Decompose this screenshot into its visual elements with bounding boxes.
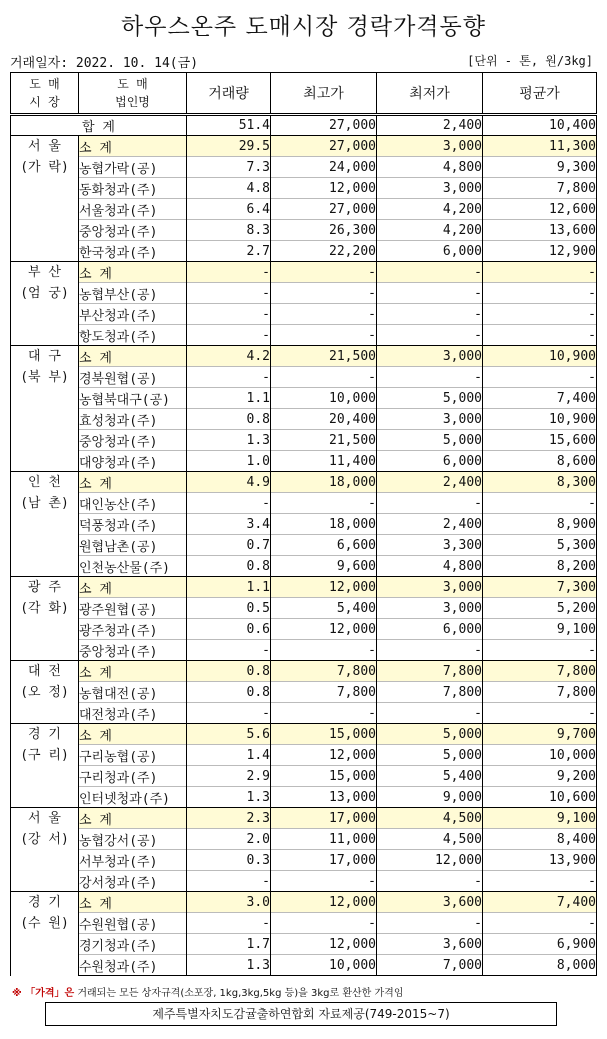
volume-cell: - xyxy=(187,640,271,661)
subtotal-row xyxy=(11,346,597,367)
max-price-cell: 12,000 xyxy=(271,745,377,766)
header-market xyxy=(11,73,79,115)
market-location: (가 락) xyxy=(20,160,69,175)
volume-cell: 2.0 xyxy=(187,829,271,850)
max-price-cell: - xyxy=(271,283,377,304)
table-row xyxy=(11,493,597,514)
table-row xyxy=(11,283,597,304)
avg-price-cell: 8,200 xyxy=(483,556,597,577)
corp-name: 중앙청과(주) xyxy=(79,640,187,661)
min-price-cell: 3,000 xyxy=(377,598,483,619)
price-table xyxy=(10,72,597,976)
avg-price-cell: 10,900 xyxy=(483,409,597,430)
corp-name: 서부청과(주) xyxy=(79,850,187,871)
min-price-cell: 5,000 xyxy=(377,388,483,409)
subtotal-row xyxy=(11,661,597,682)
max-price-cell: 10,000 xyxy=(271,388,377,409)
subtotal-row xyxy=(11,136,597,157)
market-location: (강 서) xyxy=(20,832,69,847)
corp-name: 동화청과(주) xyxy=(79,178,187,199)
avg-price-cell: 9,100 xyxy=(483,619,597,640)
corp-name: 광주청과(주) xyxy=(79,619,187,640)
total-max: 27,000 xyxy=(271,115,377,136)
avg-price-cell: 15,600 xyxy=(483,430,597,451)
header-corp-line1: 도 매 xyxy=(117,77,148,91)
max-price-cell: 15,000 xyxy=(271,724,377,745)
max-price-cell: 11,400 xyxy=(271,451,377,472)
min-price-cell: 5,000 xyxy=(377,724,483,745)
corp-name: 강서청과(주) xyxy=(79,871,187,892)
volume-cell: 7.3 xyxy=(187,157,271,178)
min-price-cell: 12,000 xyxy=(377,850,483,871)
max-price-cell: 7,800 xyxy=(271,661,377,682)
avg-price-cell: 7,300 xyxy=(483,577,597,598)
avg-price-cell: 13,600 xyxy=(483,220,597,241)
corp-name: 소 계 xyxy=(79,346,187,367)
table-row xyxy=(11,703,597,724)
avg-price-cell: 7,800 xyxy=(483,178,597,199)
corp-name: 소 계 xyxy=(79,892,187,913)
market-location: (오 정) xyxy=(20,685,69,700)
avg-price-cell: - xyxy=(483,367,597,388)
volume-cell: - xyxy=(187,325,271,346)
avg-price-cell: 10,000 xyxy=(483,745,597,766)
corp-name: 경북원협(공) xyxy=(79,367,187,388)
market-cell xyxy=(11,346,79,472)
table-row xyxy=(11,766,597,787)
max-price-cell: 15,000 xyxy=(271,766,377,787)
volume-cell: 2.3 xyxy=(187,808,271,829)
avg-price-cell: - xyxy=(483,703,597,724)
min-price-cell: - xyxy=(377,283,483,304)
max-price-cell: 7,800 xyxy=(271,682,377,703)
min-price-cell: 7,000 xyxy=(377,955,483,976)
corp-name: 인터넷청과(주) xyxy=(79,787,187,808)
market-name: 서 울 xyxy=(28,139,61,154)
corp-name: 중앙청과(주) xyxy=(79,220,187,241)
table-row xyxy=(11,745,597,766)
volume-cell: 1.3 xyxy=(187,955,271,976)
table-row xyxy=(11,640,597,661)
market-cell xyxy=(11,472,79,577)
min-price-cell: 4,200 xyxy=(377,199,483,220)
volume-cell: 1.3 xyxy=(187,787,271,808)
corp-name: 서울청과(주) xyxy=(79,199,187,220)
header-min: 최저가 xyxy=(377,73,483,115)
avg-price-cell: - xyxy=(483,913,597,934)
corp-name: 소 계 xyxy=(79,136,187,157)
volume-cell: 0.7 xyxy=(187,535,271,556)
max-price-cell: - xyxy=(271,367,377,388)
total-label: 합 계 xyxy=(11,115,187,136)
corp-name: 대양청과(주) xyxy=(79,451,187,472)
avg-price-cell: - xyxy=(483,304,597,325)
market-location: (북 부) xyxy=(20,370,69,385)
corp-name: 소 계 xyxy=(79,472,187,493)
volume-cell: 1.1 xyxy=(187,577,271,598)
corp-name: 농협강서(공) xyxy=(79,829,187,850)
corp-name: 대인농산(주) xyxy=(79,493,187,514)
min-price-cell: 9,000 xyxy=(377,787,483,808)
corp-name: 소 계 xyxy=(79,724,187,745)
min-price-cell: 3,600 xyxy=(377,934,483,955)
corp-name: 소 계 xyxy=(79,577,187,598)
total-volume: 51.4 xyxy=(187,115,271,136)
table-row xyxy=(11,871,597,892)
avg-price-cell: 8,400 xyxy=(483,829,597,850)
max-price-cell: 17,000 xyxy=(271,850,377,871)
header-avg: 평균가 xyxy=(483,73,597,115)
avg-price-cell: 7,800 xyxy=(483,682,597,703)
min-price-cell: - xyxy=(377,703,483,724)
max-price-cell: 26,300 xyxy=(271,220,377,241)
corp-name: 소 계 xyxy=(79,808,187,829)
volume-cell: 4.8 xyxy=(187,178,271,199)
volume-cell: 0.5 xyxy=(187,598,271,619)
volume-cell: - xyxy=(187,493,271,514)
corp-name: 수원청과(주) xyxy=(79,955,187,976)
market-name: 경 기 xyxy=(28,895,61,910)
volume-cell: 3.4 xyxy=(187,514,271,535)
corp-name: 원협남촌(공) xyxy=(79,535,187,556)
table-row xyxy=(11,829,597,850)
max-price-cell: - xyxy=(271,262,377,283)
total-row xyxy=(11,115,597,136)
avg-price-cell: 7,400 xyxy=(483,892,597,913)
min-price-cell: - xyxy=(377,262,483,283)
max-price-cell: - xyxy=(271,640,377,661)
table-row xyxy=(11,241,597,262)
max-price-cell: 11,000 xyxy=(271,829,377,850)
subtotal-row xyxy=(11,892,597,913)
min-price-cell: 3,000 xyxy=(377,346,483,367)
header-volume: 거래량 xyxy=(187,73,271,115)
min-price-cell: 4,800 xyxy=(377,157,483,178)
corp-name: 구리농협(공) xyxy=(79,745,187,766)
max-price-cell: 12,000 xyxy=(271,934,377,955)
note-mark: ※ 「가격」은 xyxy=(12,988,75,999)
avg-price-cell: 13,900 xyxy=(483,850,597,871)
avg-price-cell: 7,400 xyxy=(483,388,597,409)
header-market-line2: 시 장 xyxy=(29,95,60,109)
corp-name: 농협부산(공) xyxy=(79,283,187,304)
market-cell xyxy=(11,661,79,724)
max-price-cell: - xyxy=(271,703,377,724)
max-price-cell: 12,000 xyxy=(271,178,377,199)
corp-name: 항도청과(주) xyxy=(79,325,187,346)
min-price-cell: 2,400 xyxy=(377,472,483,493)
header-max: 최고가 xyxy=(271,73,377,115)
max-price-cell: 12,000 xyxy=(271,577,377,598)
volume-cell: 0.3 xyxy=(187,850,271,871)
max-price-cell: 18,000 xyxy=(271,514,377,535)
table-row xyxy=(11,220,597,241)
avg-price-cell: 5,200 xyxy=(483,598,597,619)
max-price-cell: 24,000 xyxy=(271,157,377,178)
min-price-cell: 3,000 xyxy=(377,136,483,157)
avg-price-cell: - xyxy=(483,325,597,346)
table-row xyxy=(11,199,597,220)
volume-cell: 29.5 xyxy=(187,136,271,157)
avg-price-cell: 8,600 xyxy=(483,451,597,472)
min-price-cell: - xyxy=(377,640,483,661)
volume-cell: 0.6 xyxy=(187,619,271,640)
min-price-cell: 4,500 xyxy=(377,829,483,850)
table-row xyxy=(11,535,597,556)
market-location: (각 화) xyxy=(20,601,69,616)
market-name: 대 구 xyxy=(28,349,61,364)
min-price-cell: 3,000 xyxy=(377,409,483,430)
table-row xyxy=(11,325,597,346)
max-price-cell: - xyxy=(271,325,377,346)
volume-cell: - xyxy=(187,304,271,325)
corp-name: 농협대전(공) xyxy=(79,682,187,703)
market-name: 인 천 xyxy=(28,475,61,490)
corp-name: 농협가락(공) xyxy=(79,157,187,178)
max-price-cell: 9,600 xyxy=(271,556,377,577)
corp-name: 효성청과(주) xyxy=(79,409,187,430)
corp-name: 수원원협(공) xyxy=(79,913,187,934)
avg-price-cell: 8,300 xyxy=(483,472,597,493)
avg-price-cell: - xyxy=(483,493,597,514)
volume-cell: 5.6 xyxy=(187,724,271,745)
volume-cell: 2.9 xyxy=(187,766,271,787)
note-text: 거래되는 모든 상자규격(소포장, 1kg,3kg,5kg 등)을 3kg로 환산한 가격임 xyxy=(74,988,404,999)
subtotal-row xyxy=(11,472,597,493)
min-price-cell: 2,400 xyxy=(377,514,483,535)
market-name: 부 산 xyxy=(28,265,61,280)
total-avg: 10,400 xyxy=(483,115,597,136)
market-location: (구 리) xyxy=(20,748,69,763)
corp-name: 소 계 xyxy=(79,661,187,682)
avg-price-cell: 9,100 xyxy=(483,808,597,829)
avg-price-cell: 10,900 xyxy=(483,346,597,367)
min-price-cell: 3,300 xyxy=(377,535,483,556)
table-row xyxy=(11,850,597,871)
avg-price-cell: - xyxy=(483,262,597,283)
table-row xyxy=(11,619,597,640)
avg-price-cell: - xyxy=(483,640,597,661)
min-price-cell: - xyxy=(377,304,483,325)
corp-name: 부산청과(주) xyxy=(79,304,187,325)
volume-cell: 1.4 xyxy=(187,745,271,766)
volume-cell: 3.0 xyxy=(187,892,271,913)
max-price-cell: - xyxy=(271,871,377,892)
market-name: 대 전 xyxy=(28,664,61,679)
table-row xyxy=(11,157,597,178)
table-row xyxy=(11,598,597,619)
max-price-cell: - xyxy=(271,913,377,934)
volume-cell: 1.7 xyxy=(187,934,271,955)
header-corp-line2: 법인명 xyxy=(115,95,150,109)
min-price-cell: 5,000 xyxy=(377,430,483,451)
min-price-cell: 5,400 xyxy=(377,766,483,787)
volume-cell: - xyxy=(187,262,271,283)
max-price-cell: 27,000 xyxy=(271,136,377,157)
table-row xyxy=(11,304,597,325)
volume-cell: - xyxy=(187,703,271,724)
max-price-cell: 18,000 xyxy=(271,472,377,493)
table-row xyxy=(11,787,597,808)
page-title: 하우스온주 도매시장 경락가격동향 xyxy=(121,14,486,40)
corp-name: 중앙청과(주) xyxy=(79,430,187,451)
market-location: (수 원) xyxy=(20,916,69,931)
max-price-cell: 6,600 xyxy=(271,535,377,556)
max-price-cell: 12,000 xyxy=(271,619,377,640)
table-row xyxy=(11,409,597,430)
max-price-cell: 27,000 xyxy=(271,199,377,220)
avg-price-cell: 10,600 xyxy=(483,787,597,808)
corp-name: 한국청과(주) xyxy=(79,241,187,262)
market-cell xyxy=(11,577,79,661)
volume-cell: 0.8 xyxy=(187,556,271,577)
market-location: (남 촌) xyxy=(20,496,69,511)
max-price-cell: 10,000 xyxy=(271,955,377,976)
avg-price-cell: 9,700 xyxy=(483,724,597,745)
min-price-cell: - xyxy=(377,493,483,514)
market-cell xyxy=(11,136,79,262)
table-row xyxy=(11,556,597,577)
min-price-cell: 6,000 xyxy=(377,619,483,640)
avg-price-cell: 7,800 xyxy=(483,661,597,682)
table-row xyxy=(11,934,597,955)
min-price-cell: 4,500 xyxy=(377,808,483,829)
avg-price-cell: 8,900 xyxy=(483,514,597,535)
volume-cell: 1.1 xyxy=(187,388,271,409)
volume-cell: 2.7 xyxy=(187,241,271,262)
volume-cell: - xyxy=(187,367,271,388)
volume-cell: 4.9 xyxy=(187,472,271,493)
corp-name: 경기청과(주) xyxy=(79,934,187,955)
max-price-cell: 17,000 xyxy=(271,808,377,829)
max-price-cell: 13,000 xyxy=(271,787,377,808)
market-location: (엄 궁) xyxy=(20,286,69,301)
market-name: 광 주 xyxy=(28,580,61,595)
max-price-cell: 22,200 xyxy=(271,241,377,262)
subtotal-row xyxy=(11,724,597,745)
min-price-cell: 7,800 xyxy=(377,682,483,703)
corp-name: 구리청과(주) xyxy=(79,766,187,787)
table-row xyxy=(11,682,597,703)
volume-cell: 0.8 xyxy=(187,409,271,430)
min-price-cell: 3,000 xyxy=(377,577,483,598)
volume-cell: 0.8 xyxy=(187,661,271,682)
unit-label: [단위 - 톤, 원/3kg] xyxy=(467,54,593,68)
max-price-cell: 20,400 xyxy=(271,409,377,430)
market-cell xyxy=(11,262,79,346)
min-price-cell: 7,800 xyxy=(377,661,483,682)
table-row xyxy=(11,430,597,451)
table-row xyxy=(11,388,597,409)
total-min: 2,400 xyxy=(377,115,483,136)
volume-cell: 4.2 xyxy=(187,346,271,367)
min-price-cell: - xyxy=(377,871,483,892)
avg-price-cell: 6,900 xyxy=(483,934,597,955)
volume-cell: - xyxy=(187,283,271,304)
avg-price-cell: 9,200 xyxy=(483,766,597,787)
min-price-cell: 3,600 xyxy=(377,892,483,913)
corp-name: 인천농산물(주) xyxy=(79,556,187,577)
avg-price-cell: 12,600 xyxy=(483,199,597,220)
subtotal-row xyxy=(11,577,597,598)
min-price-cell: 5,000 xyxy=(377,745,483,766)
market-cell xyxy=(11,808,79,892)
max-price-cell: - xyxy=(271,304,377,325)
market-name: 서 울 xyxy=(28,811,61,826)
table-body xyxy=(11,115,597,976)
max-price-cell: 21,500 xyxy=(271,430,377,451)
table-row xyxy=(11,955,597,976)
max-price-cell: 21,500 xyxy=(271,346,377,367)
header-market-line1: 도 매 xyxy=(29,77,60,91)
min-price-cell: 6,000 xyxy=(377,451,483,472)
min-price-cell: 6,000 xyxy=(377,241,483,262)
max-price-cell: 12,000 xyxy=(271,892,377,913)
min-price-cell: - xyxy=(377,913,483,934)
source-credit: 제주특별자치도감귤출하연합회 자료제공(749-2015~7) xyxy=(45,1002,557,1026)
corp-name: 대전청과(주) xyxy=(79,703,187,724)
corp-name: 농협북대구(공) xyxy=(79,388,187,409)
trade-date: 거래일자: 2022. 10. 14(금) xyxy=(10,56,199,71)
avg-price-cell: 11,300 xyxy=(483,136,597,157)
market-cell xyxy=(11,892,79,976)
corp-name: 소 계 xyxy=(79,262,187,283)
volume-cell: 8.3 xyxy=(187,220,271,241)
market-cell xyxy=(11,724,79,808)
min-price-cell: - xyxy=(377,367,483,388)
min-price-cell: 4,200 xyxy=(377,220,483,241)
volume-cell: 1.3 xyxy=(187,430,271,451)
avg-price-cell: 9,300 xyxy=(483,157,597,178)
volume-cell: - xyxy=(187,871,271,892)
corp-name: 덕풍청과(주) xyxy=(79,514,187,535)
avg-price-cell: - xyxy=(483,871,597,892)
avg-price-cell: 12,900 xyxy=(483,241,597,262)
table-row xyxy=(11,367,597,388)
avg-price-cell: 8,000 xyxy=(483,955,597,976)
table-row xyxy=(11,514,597,535)
subtotal-row xyxy=(11,262,597,283)
min-price-cell: - xyxy=(377,325,483,346)
volume-cell: 0.8 xyxy=(187,682,271,703)
table-row xyxy=(11,178,597,199)
max-price-cell: - xyxy=(271,493,377,514)
min-price-cell: 4,800 xyxy=(377,556,483,577)
volume-cell: - xyxy=(187,913,271,934)
volume-cell: 6.4 xyxy=(187,199,271,220)
market-name: 경 기 xyxy=(28,727,61,742)
avg-price-cell: - xyxy=(483,283,597,304)
max-price-cell: 5,400 xyxy=(271,598,377,619)
header-corp xyxy=(79,73,187,115)
corp-name: 광주원협(공) xyxy=(79,598,187,619)
subtotal-row xyxy=(11,808,597,829)
table-row xyxy=(11,913,597,934)
price-note xyxy=(12,984,403,999)
avg-price-cell: 5,300 xyxy=(483,535,597,556)
min-price-cell: 3,000 xyxy=(377,178,483,199)
table-row xyxy=(11,451,597,472)
header-row xyxy=(11,73,597,115)
volume-cell: 1.0 xyxy=(187,451,271,472)
